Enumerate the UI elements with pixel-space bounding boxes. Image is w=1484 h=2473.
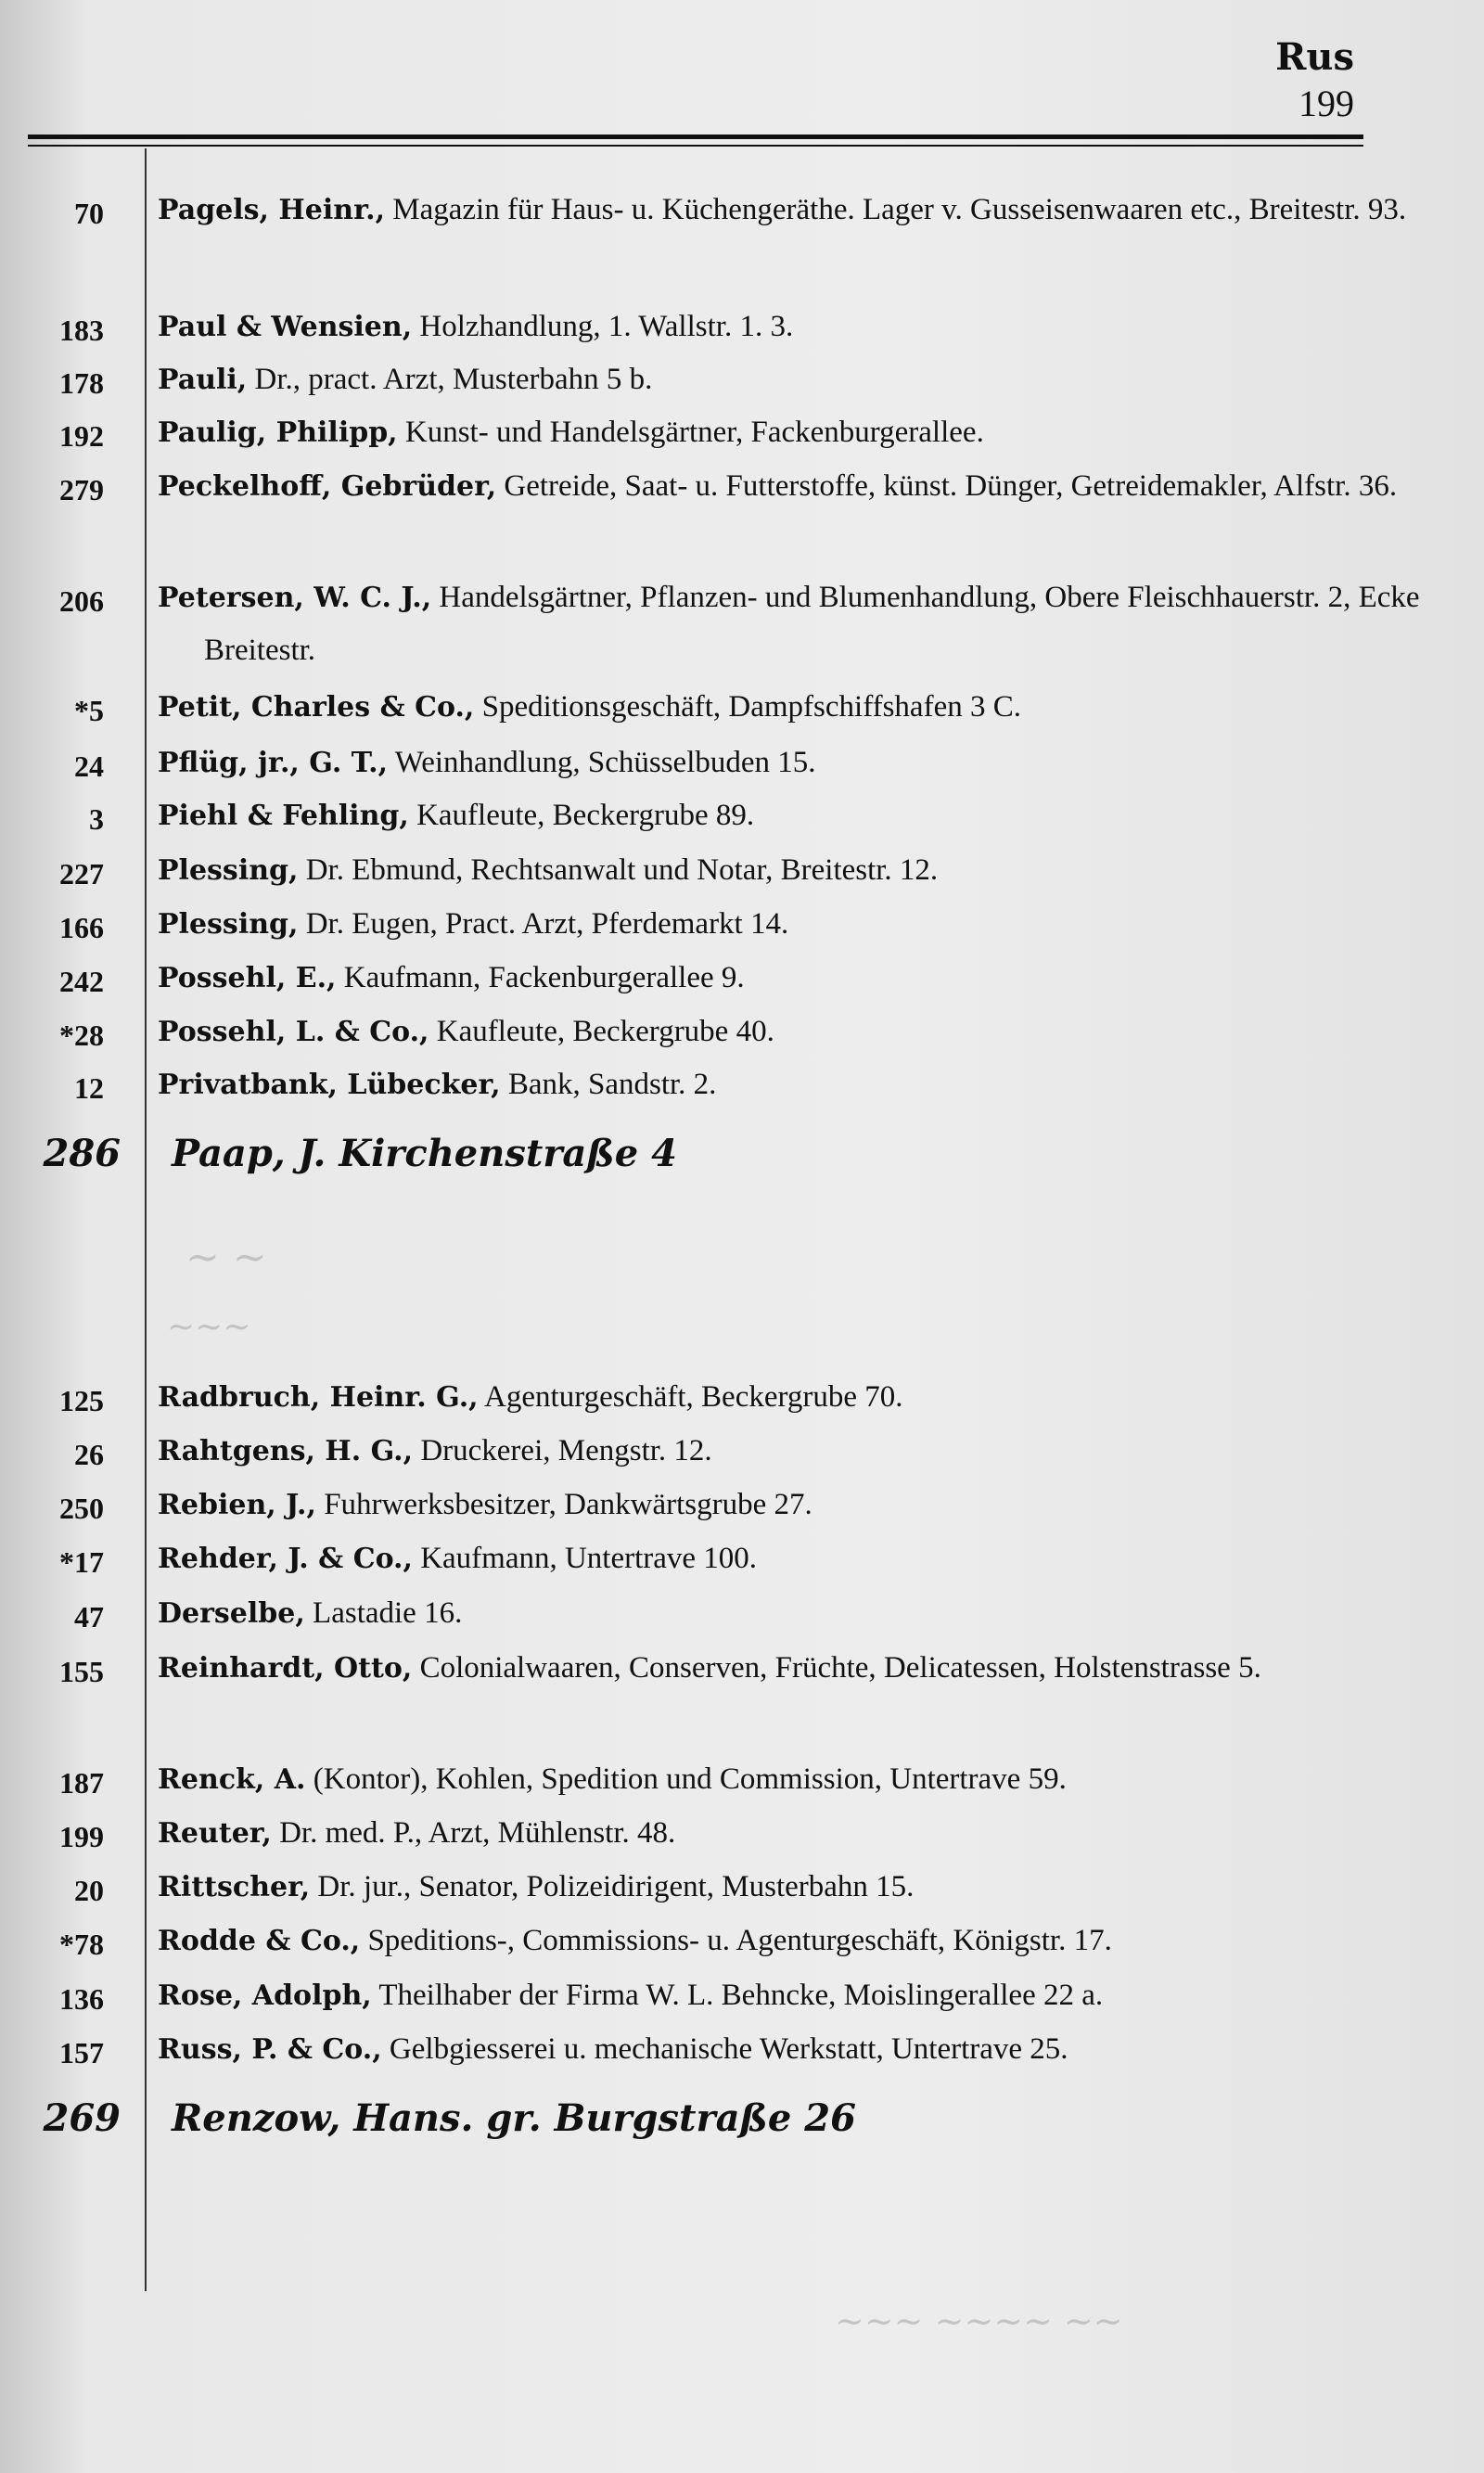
header-rule-thin xyxy=(28,145,1363,147)
entry-number: 3 xyxy=(89,802,104,836)
handwritten-number: 286 xyxy=(43,1132,121,1175)
entry-name: Peckelhoff, Gebrüder, xyxy=(158,470,497,503)
entry-details: Dr., pract. Arzt, Musterbahn 5 b. xyxy=(247,363,653,396)
handwritten-text: Paap, J. Kirchenstraße 4 xyxy=(172,1132,677,1175)
entry-number: *78 xyxy=(59,1928,104,1961)
entry-details: Weinhandlung, Schüsselbuden 15. xyxy=(388,746,816,779)
entry-name: Pagels, Heinr., xyxy=(158,194,386,226)
entry-number: *5 xyxy=(74,694,104,727)
entry-number: 26 xyxy=(74,1438,104,1471)
entry-number: 227 xyxy=(59,857,104,891)
bleed-through-mark: ~~~ ~~~~ ~~ xyxy=(835,2300,1123,2341)
entry-number: *17 xyxy=(59,1545,104,1579)
entry-number: 178 xyxy=(59,366,104,400)
entry-number: 12 xyxy=(74,1071,104,1105)
entry-details: Holzhandlung, 1. Wallstr. 1. 3. xyxy=(412,310,794,343)
bleed-through-mark: ~ ~ xyxy=(186,1234,267,1281)
entry-number: 192 xyxy=(59,419,104,453)
entry-details: Kaufleute, Beckergrube 89. xyxy=(408,799,755,832)
entry-name: Derselbe, xyxy=(158,1597,305,1630)
entry-number: 24 xyxy=(74,750,104,783)
entry-number: 250 xyxy=(59,1492,104,1525)
entry-name: Plessing, xyxy=(158,854,299,887)
entry-number: 187 xyxy=(59,1766,104,1800)
entry-name: Privatbank, Lübecker, xyxy=(158,1069,501,1101)
entry-name: Rittscher, xyxy=(158,1871,311,1903)
header-rule xyxy=(28,135,1363,139)
entry-details: Kaufmann, Fackenburgerallee 9. xyxy=(336,961,745,994)
entry-name: Petit, Charles & Co., xyxy=(158,691,475,724)
entry-name: Rose, Adolph, xyxy=(158,1980,372,2012)
page-number: 199 xyxy=(1298,83,1354,124)
entry-number: *28 xyxy=(59,1019,104,1052)
entry-details: Dr. Ebmund, Rechtsanwalt und Notar, Breitestr. 12. xyxy=(298,853,939,887)
entry-details: Getreide, Saat- u. Futterstoffe, künst. Dünger, Getreidemakler, Alfstr. 36. xyxy=(496,469,1398,503)
entry-number: 206 xyxy=(59,584,104,618)
entry-number: 279 xyxy=(59,473,104,506)
entry-name: Paul & Wensien, xyxy=(158,311,413,343)
entry-name: Rebien, J., xyxy=(158,1489,316,1521)
handwritten-text: Renzow, Hans. gr. Burgstraße 26 xyxy=(172,2096,856,2140)
entry-number: 155 xyxy=(59,1655,104,1688)
entry-number: 20 xyxy=(74,1874,104,1907)
entry-details: Handelsgärtner, Pflanzen- und Blumenhandlung, Obere Fleischhauerstr. 2, Ecke Breitestr. xyxy=(204,581,1420,667)
running-head-word: Rus xyxy=(1275,35,1354,79)
entry-number: 125 xyxy=(59,1384,104,1417)
entry-name: Possehl, L. & Co., xyxy=(158,1016,429,1048)
entry-name: Rodde & Co., xyxy=(158,1925,361,1957)
entry-details: Speditions-, Commissions- u. Agenturgeschäft, Königstr. 17. xyxy=(360,1924,1112,1957)
entry-details: Kunst- und Handelsgärtner, Fackenburgerallee. xyxy=(397,416,984,449)
entry-name: Rahtgens, H. G., xyxy=(158,1435,414,1467)
bleed-through-mark: ~~~ xyxy=(167,1308,251,1346)
column-divider xyxy=(145,148,147,2291)
entry-name: Plessing, xyxy=(158,908,299,941)
entry-name: Russ, P. & Co., xyxy=(158,2033,382,2066)
entry-name: Reuter, xyxy=(158,1817,272,1850)
entry-name: Renck, A. xyxy=(158,1763,306,1796)
entry-name: Piehl & Fehling, xyxy=(158,800,409,832)
entry-number: 157 xyxy=(59,2036,104,2069)
entry-name: Rehder, J. & Co., xyxy=(158,1543,413,1575)
entry-details: Kaufmann, Untertrave 100. xyxy=(412,1542,758,1575)
entry-name: Paulig, Philipp, xyxy=(158,416,398,449)
entry-details: Druckerei, Mengstr. 12. xyxy=(413,1434,712,1467)
entry-name: Radbruch, Heinr. G., xyxy=(158,1381,479,1414)
entry-details: Fuhrwerksbesitzer, Dankwärtsgrube 27. xyxy=(315,1488,812,1521)
entry-details: Lastadie 16. xyxy=(304,1596,463,1630)
entry-name: Pflüg, jr., G. T., xyxy=(158,747,389,779)
entry-number: 70 xyxy=(74,197,104,230)
entry-number: 183 xyxy=(59,314,104,347)
entry-details: Dr. med. P., Arzt, Mühlenstr. 48. xyxy=(271,1816,676,1850)
entry-details: Bank, Sandstr. 2. xyxy=(500,1068,717,1101)
entry-number: 242 xyxy=(59,965,104,998)
entry-number: 166 xyxy=(59,911,104,944)
handwritten-number: 269 xyxy=(43,2096,121,2140)
entry-details: Dr. jur., Senator, Polizeidirigent, Musterbahn 15. xyxy=(310,1870,915,1903)
entry-details: Colonialwaaren, Conserven, Früchte, Delicatessen, Holstenstrasse 5. xyxy=(412,1651,1261,1685)
entry-details: Speditionsgeschäft, Dampfschiffshafen 3 C. xyxy=(474,690,1021,724)
entry-details: Dr. Eugen, Pract. Arzt, Pferdemarkt 14. xyxy=(298,907,789,941)
entry-name: Possehl, E., xyxy=(158,962,337,994)
entry-details: (Kontor), Kohlen, Spedition und Commission, Untertrave 59. xyxy=(305,1762,1067,1796)
entry-details: Kaufleute, Beckergrube 40. xyxy=(429,1015,774,1048)
entry-details: Magazin für Haus- u. Küchengeräthe. Lager v. Gusseisenwaaren etc., Breitestr. 93. xyxy=(385,193,1407,226)
entry-details: Theilhaber der Firma W. L. Behncke, Moislingerallee 22 a. xyxy=(371,1979,1104,2012)
entry-name: Petersen, W. C. J., xyxy=(158,582,432,614)
entry-number: 47 xyxy=(74,1600,104,1634)
entry-name: Reinhardt, Otto, xyxy=(158,1652,413,1685)
entry-details: Gelbgiesserei u. mechanische Werkstatt, Untertrave 25. xyxy=(381,2032,1068,2066)
entry-number: 199 xyxy=(59,1820,104,1853)
entry-name: Pauli, xyxy=(158,364,248,396)
entry-number: 136 xyxy=(59,1982,104,2016)
entry-details: Agenturgeschäft, Beckergrube 70. xyxy=(478,1380,903,1414)
